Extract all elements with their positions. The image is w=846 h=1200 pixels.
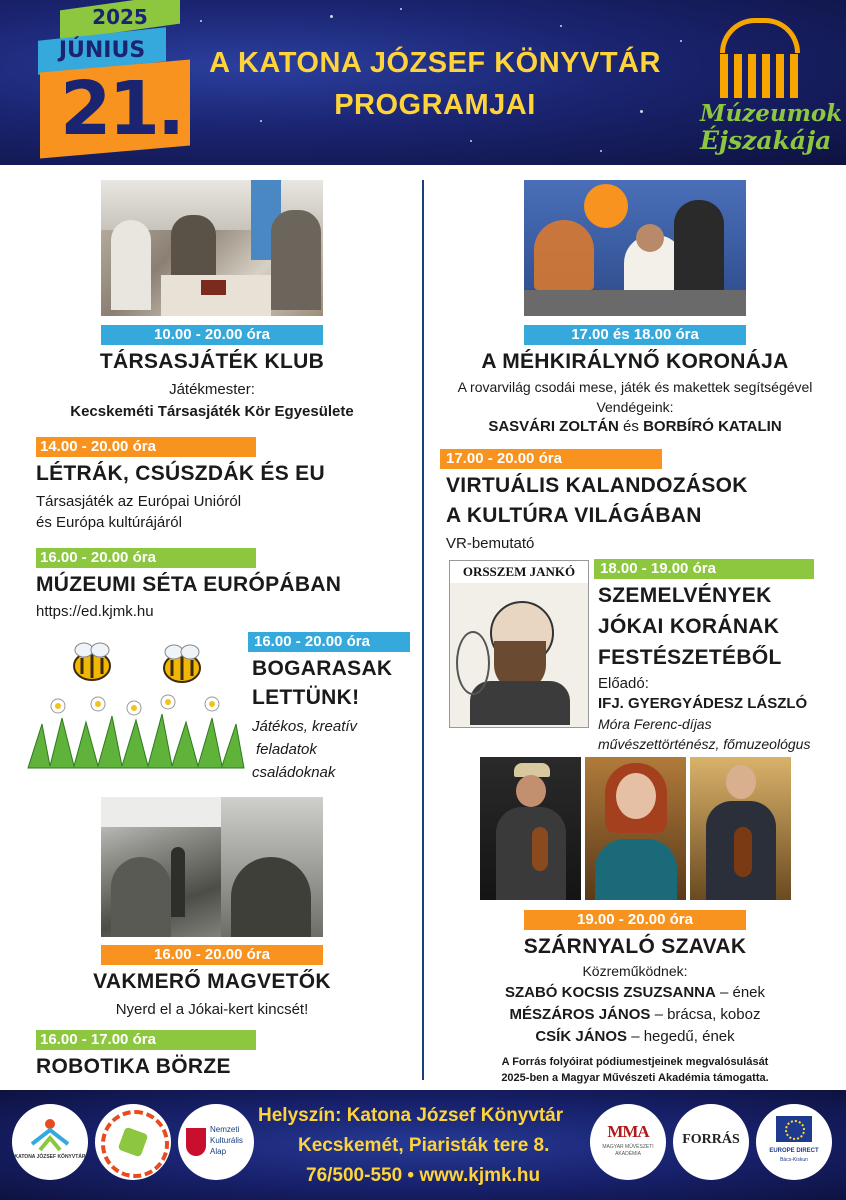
date-month: JÚNIUS (58, 38, 146, 63)
link-ed-kjmk[interactable]: https://ed.kjmk.hu (36, 603, 154, 620)
logo-text-1: Múzeumok (700, 100, 843, 127)
time-text: 18.00 - 19.00 óra (600, 560, 716, 577)
time-text: 17.00 és 18.00 óra (571, 326, 699, 343)
text-rovarvilag: A rovarvilág csodái mese, játék és makettek segítségével (457, 379, 813, 395)
performer-3 (440, 1026, 830, 1047)
guest-sasvari: SASVÁRI ZOLTÁN (488, 418, 619, 435)
performer-1-role: – ének (719, 984, 766, 1001)
text-kozremukodnek: Közreműködnek: (582, 963, 688, 979)
performer-1 (440, 982, 830, 1003)
text-eloado: Előadó: (598, 675, 649, 692)
date-year: 2025 (92, 5, 148, 29)
date-badge (38, 0, 183, 160)
time-tag-vakmero (101, 945, 323, 965)
illustration-bees-grass (22, 638, 248, 778)
text-bogarasak-line-2: feladatok (256, 741, 317, 758)
photo-old-garden (101, 797, 323, 937)
text-kecskemeti-tarsasjatek-kor: Kecskeméti Társasjáték Kör Egyesülete (70, 403, 354, 420)
heading-szarnyalo-szavak: SZÁRNYALÓ SZAVAK (523, 935, 747, 958)
text-letrak-line-1: Társasjáték az Európai Unióról (36, 493, 242, 510)
performer-2-role: – brácsa, koboz (654, 1006, 761, 1023)
time-text: 16.00 - 20.00 óra (40, 549, 156, 566)
performer-2 (440, 1004, 830, 1025)
performer-3-name: CSÍK JÁNOS (535, 1028, 628, 1045)
page-title (200, 42, 670, 126)
heading-lettunk: LETTÜNK! (252, 686, 360, 709)
text-vr-bemutato: VR-bemutató (446, 535, 535, 552)
performer-2-name: MÉSZÁROS JÁNOS (509, 1006, 651, 1023)
nka-text-2: Kulturális (210, 1136, 243, 1145)
guest-and: és (623, 418, 639, 435)
footer-address: Kecskemét, Piaristák tere 8. (298, 1135, 550, 1156)
title-line-1: A KATONA JÓZSEF KÖNYVTÁR (209, 47, 661, 79)
heading-virtualis-kalandozasok: VIRTUÁLIS KALANDOZÁSOK (446, 474, 748, 497)
heading-jokai-koranak: JÓKAI KORÁNAK (598, 615, 780, 638)
time-text: 16.00 - 20.00 óra (154, 946, 270, 963)
image-borsszem-janko-cover (449, 560, 589, 728)
sponsor-note-1: A Forrás folyóirat pódiumestjeinek megvalósulását (501, 1056, 769, 1068)
text-vendegeink: Vendégeink: (596, 399, 674, 415)
text-mora-ferenc-dijas: Móra Ferenc-díjas (598, 716, 712, 732)
footer-contact[interactable]: 76/500-550 • www.kjmk.hu (306, 1165, 541, 1186)
nka-text-1: Nemzeti (210, 1125, 240, 1134)
heading-kultura-vilagaban: A KULTÚRA VILÁGÁBAN (446, 504, 702, 527)
photo-puppet-show (524, 180, 746, 316)
logo-tarsasjatek-egyesulet (95, 1104, 171, 1180)
time-text: 10.00 - 20.00 óra (154, 326, 270, 343)
eu-flag-icon (776, 1116, 812, 1142)
logo-nemzeti-kulturalis-alap (178, 1104, 254, 1180)
guest-borbiro: BORBÍRÓ KATALIN (643, 418, 782, 435)
heading-bogarasak: BOGARASAK (252, 657, 393, 680)
footer-venue: Helyszín: Katona József Könyvtár (258, 1105, 564, 1126)
time-tag-muzeumi-seta (36, 548, 256, 568)
title-line-2: PROGRAMJAI (334, 89, 536, 121)
heading-tarsasjatek-klub: TÁRSASJÁTÉK KLUB (99, 350, 325, 373)
text-bogarasak-line-3: családoknak (252, 764, 336, 781)
time-tag-robotika (36, 1030, 256, 1050)
nka-text-3: Alap (210, 1147, 227, 1156)
text-letrak-line-2: és Európa kultúrájáról (36, 514, 182, 531)
text-muveszettortenesz: művészettörténész, főmuzeológus (598, 736, 811, 752)
museum-dome-icon (720, 18, 800, 53)
text-bogarasak-line-1: Játékos, kreatív (252, 718, 358, 735)
text-speaker-gyergyadesz: IFJ. GYERGYÁDESZ LÁSZLÓ (598, 695, 808, 712)
date-day: 21. (60, 66, 183, 152)
time-tag-mehkiralyno (524, 325, 746, 345)
cover-title: ORSSZEM JANKÓ (450, 561, 588, 583)
bees-and-flowers-icon (22, 638, 248, 778)
photo-board-game-players (101, 180, 323, 316)
library-figure-icon (12, 1104, 88, 1180)
logo-europe-direct (756, 1104, 832, 1180)
heading-szemelvenyek: SZEMELVÉNYEK (598, 584, 772, 607)
text-jatekmester: Játékmester: (169, 381, 255, 398)
heading-robotika-borze: ROBOTIKA BÖRZE (36, 1055, 231, 1078)
time-text: 19.00 - 20.00 óra (577, 911, 693, 928)
time-text: 16.00 - 20.00 óra (254, 633, 370, 650)
logo-kjk-text: KATONA JÓZSEF KÖNYVTÁR (14, 1154, 86, 1160)
logo-mma (590, 1104, 666, 1180)
heading-festeszetebol: FESTÉSZETÉBŐL (598, 646, 782, 669)
time-tag-letrak (36, 437, 256, 457)
time-text: 16.00 - 17.00 óra (40, 1031, 156, 1048)
time-text: 17.00 - 20.00 óra (446, 450, 562, 467)
time-tag-bogarasak (248, 632, 410, 652)
mma-text: MAGYAR MŰVÉSZETI AKADÉMIA (602, 1144, 654, 1157)
time-tag-virtualis (440, 449, 662, 469)
europe-direct-text: EUROPE DIRECT (769, 1148, 819, 1154)
photo-musician-1 (480, 757, 581, 900)
heading-mehkiralyno-koronaja: A MÉHKIRÁLYNŐ KORONÁJA (481, 350, 789, 373)
time-text: 14.00 - 20.00 óra (40, 438, 156, 455)
column-divider (422, 180, 424, 1080)
guests-line (430, 417, 840, 437)
forras-text: FORRÁS (682, 1132, 740, 1147)
museum-columns-icon (720, 54, 800, 102)
europe-direct-region: Bács-Kiskun (780, 1157, 808, 1163)
photo-violinist (690, 757, 791, 900)
muzeumok-ejszakaja-logo (690, 12, 843, 162)
performer-1-name: SZABÓ KOCSIS ZSUZSANNA (504, 984, 716, 1001)
time-tag-szarnyalo (524, 910, 746, 930)
logo-forras (673, 1104, 749, 1180)
time-tag-szemelvenyek (594, 559, 814, 579)
heading-letrak-csuszdak: LÉTRÁK, CSÚSZDÁK ÉS EU (36, 462, 325, 485)
performer-3-role: – hegedű, ének (631, 1028, 735, 1045)
logo-text-2: Éjszakája (700, 126, 832, 155)
text-jokai-kert: Nyerd el a Jókai-kert kincsét! (115, 1001, 309, 1018)
time-tag-tarsasjatek (101, 325, 323, 345)
logo-katona-jozsef-konyvtar (12, 1104, 88, 1180)
heading-vakmero-magvetok: VAKMERŐ MAGVETŐK (93, 970, 331, 993)
mma-mark: MMA (607, 1122, 649, 1141)
heading-muzeumi-seta: MÚZEUMI SÉTA EURÓPÁBAN (36, 573, 342, 596)
sponsor-note-2: 2025-ben a Magyar Művészeti Akadémia támogatta. (501, 1072, 769, 1084)
photo-singer (585, 757, 686, 900)
